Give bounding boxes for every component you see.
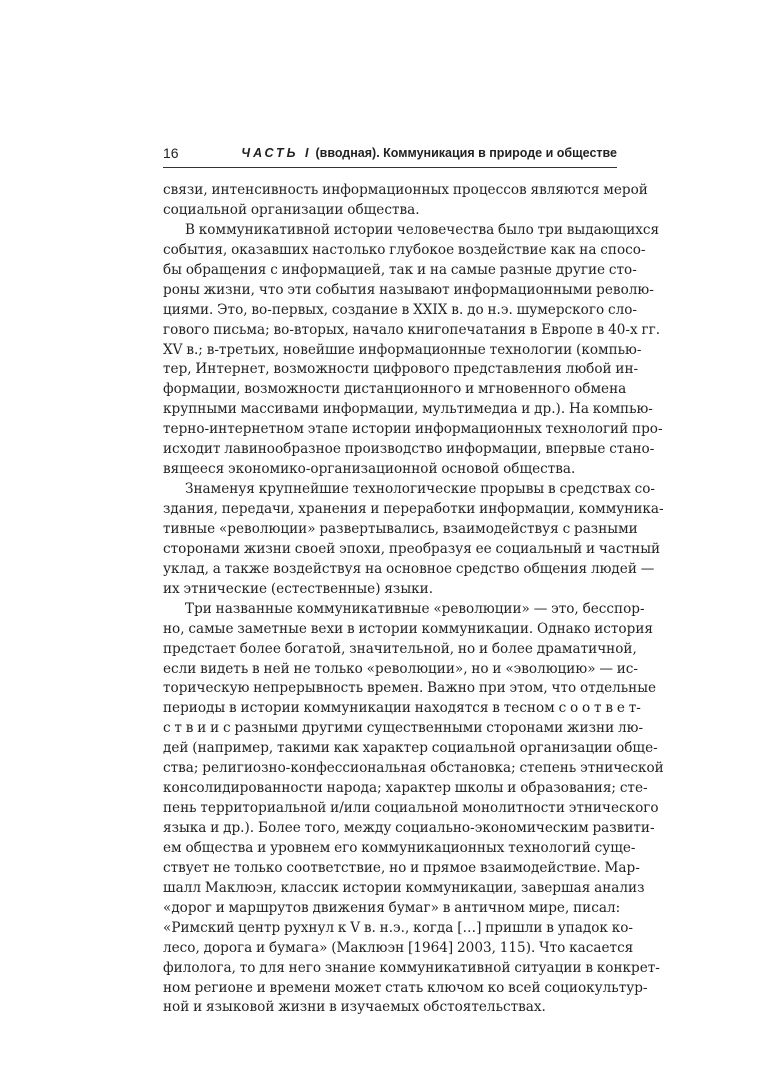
text-line: консолидированности народа; характер школы и образования; сте- <box>163 780 648 797</box>
text-line: но, самые заметные вехи в истории коммуникации. Однако история <box>163 620 653 637</box>
text-line: с т в и и с разными другими существенными сторонами жизни лю- <box>163 720 644 737</box>
text-line: крупными массивами информации, мультимедиа и др.). На компью- <box>163 401 653 418</box>
text-line: предстает более богатой, значительной, но и более драматичной, <box>163 640 637 657</box>
text-line: ном регионе и времени может стать ключом ко всей социокультур- <box>163 979 648 996</box>
text-line: социальной организации общества. <box>163 201 420 218</box>
text-line: уклад, а также воздействуя на основное средство общения людей — <box>163 560 655 577</box>
text-line: ства; религиозно-конфессиональная обстановка; степень этнической <box>163 760 664 777</box>
text-line: здания, передачи, хранения и переработки информации, коммуника- <box>163 501 664 517</box>
text-line: их этнические (естественные) языки. <box>163 580 434 597</box>
text-line: лесо, дорога и бумага» (Маклюэн [1964] 2003, 115). Что касается <box>163 939 634 956</box>
text-line: связи, интенсивность информационных процессов являются мерой <box>163 182 648 198</box>
text-line: тер, Интернет, возможности цифрового представления любой ин- <box>163 361 639 378</box>
header-rule <box>163 167 617 168</box>
text-line: формации, возможности дистанционного и мгновенного обмена <box>163 381 627 398</box>
text-line: тивные «революции» развертывались, взаимодействуя с разными <box>163 520 638 537</box>
text-line: терно-интернетном этапе истории информационных технологий про- <box>163 421 663 438</box>
page-number: 16 <box>163 145 179 161</box>
text-line: ной и языковой жизни в изучаемых обстоятельствах. <box>163 999 546 1016</box>
chapter-title: (вводная). Коммуникация в природе и обществе <box>315 146 617 160</box>
text-line: сторонами жизни своей эпохи, преобразуя ее социальный и частный <box>163 540 661 557</box>
text-line: роны жизни, что эти события называют информационными револю- <box>163 281 654 298</box>
text-line: XV в.; в-третьих, новейшие информационные технологии (компью- <box>163 341 642 358</box>
body-text <box>163 181 664 1018</box>
text-line: гового письма; во-вторых, начало книгопечатания в Европе в 40-х гг. <box>163 321 661 338</box>
text-line: Три названные коммуникативные «революции» — это, бесспор- <box>185 600 645 617</box>
text-line: В коммуникативной истории человечества было три выдающихся <box>185 221 660 238</box>
text-line: бы обращения с информацией, так и на самые разные другие сто- <box>163 261 637 278</box>
text-line: филолога, то для него знание коммуникативной ситуации в конкрет- <box>163 959 660 976</box>
text-line: исходит лавинообразное производство информации, впервые стано- <box>163 441 655 458</box>
text-line: «дорог и маршрутов движения бумаг» в античном мире, писал: <box>163 899 621 916</box>
text-line: события, оказавших настолько глубокое воздействие как на спосо- <box>163 241 646 258</box>
text-line: Знаменуя крупнейшие технологические прорывы в средствах со- <box>185 481 655 498</box>
text-line: если видеть в ней не только «революции», но и «эволюцию» — ис- <box>163 660 639 677</box>
part-label: ЧАСТЬ I <box>241 146 312 160</box>
text-line: шалл Маклюэн, классик истории коммуникации, завершая анализ <box>163 879 645 896</box>
running-title <box>241 146 617 160</box>
text-line: периоды в истории коммуникации находятся в тесном с о о т в е т- <box>163 700 641 717</box>
text-line: «Римский центр рухнул к V в. н.э., когда […] пришли в упадок ко- <box>163 919 634 936</box>
text-line: ствует не только соответствие, но и прямое взаимодействие. Мар- <box>163 859 640 876</box>
running-header <box>163 143 617 163</box>
text-line: ем общества и уровнем его коммуникационных технологий суще- <box>163 839 636 856</box>
text-line: дей (например, такими как характер социальной организации обще- <box>163 740 658 757</box>
text-line: торическую непрерывность времен. Важно при этом, что отдельные <box>163 680 657 697</box>
text-line: циями. Это, во-первых, создание в XXIX в. до н.э. шумерского сло- <box>163 301 638 318</box>
text-line: пень территориальной и/или социальной монолитности этнического <box>163 800 659 817</box>
text-line: вящееся экономико-организационной основой общества. <box>163 461 576 478</box>
text-line: языка и др.). Более того, между социально-экономическим развити- <box>163 820 655 836</box>
